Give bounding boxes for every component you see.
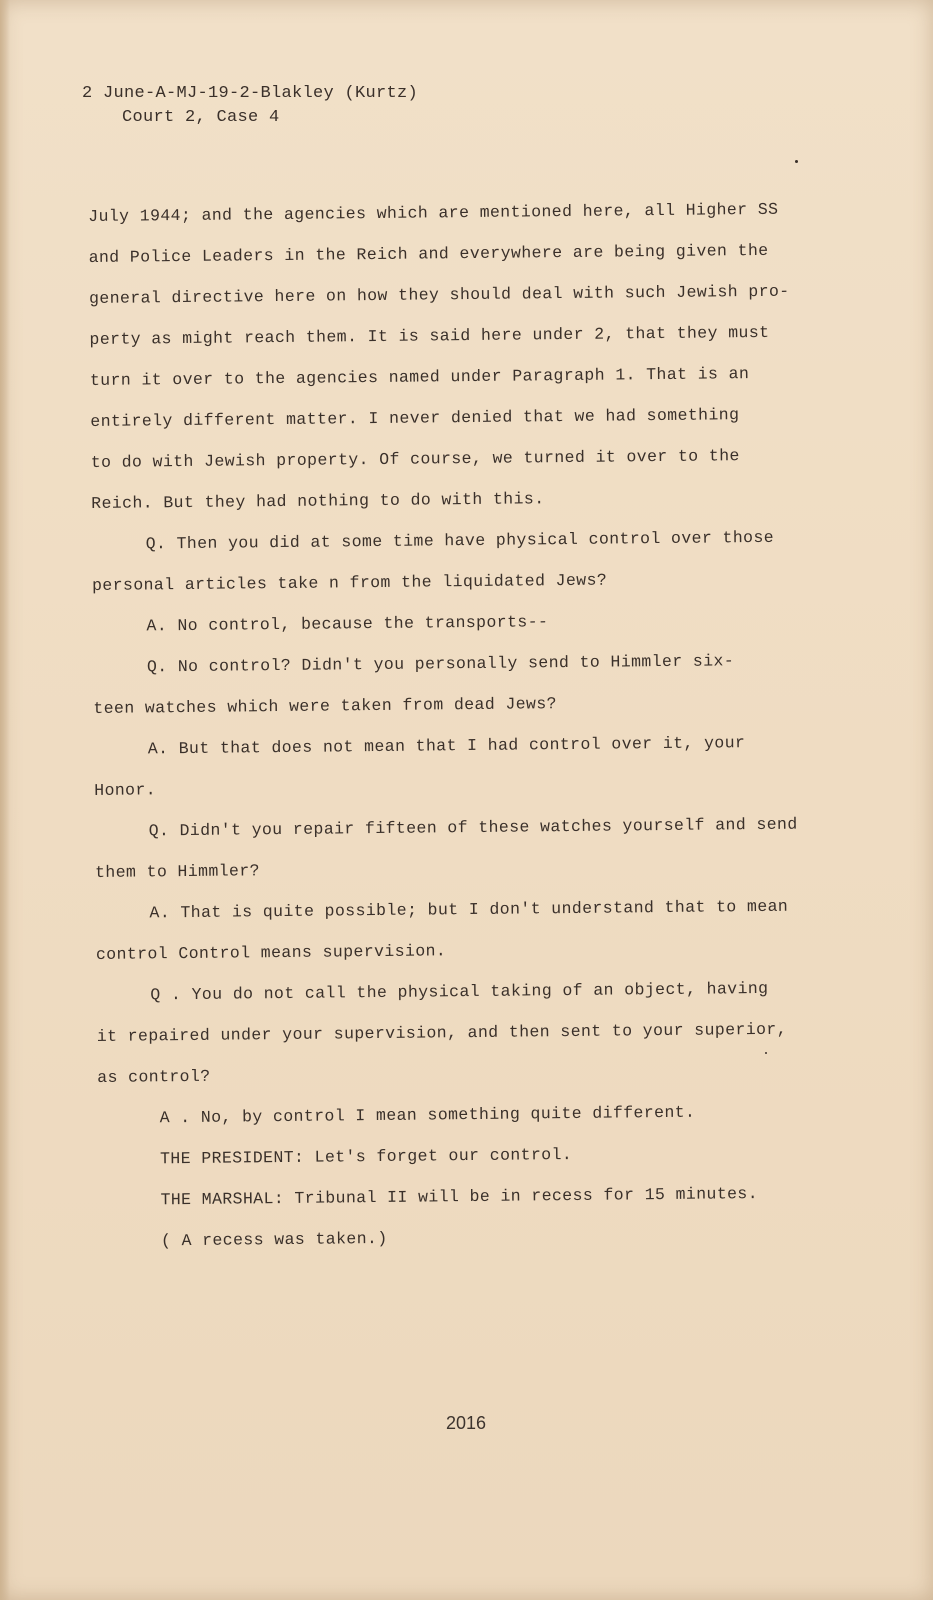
transcript-line: teen watches which were taken from dead Jews? [93,694,558,718]
header-court-case: Court 2, Case 4 [122,108,280,127]
transcript-line: ( A recess was taken.) [160,1228,388,1251]
transcript-line: Q. Didn't you repair fifteen of these watches yourself and send [148,814,798,841]
transcript-line: personal articles take n from the liquidated Jews? [91,570,608,595]
transcript-line: them to Himmler? [94,861,261,882]
document-header [82,82,418,130]
transcript-line: A . No, by control I mean something quite different. [159,1102,696,1128]
transcript-line: control Control means supervision. [95,941,447,964]
transcript-line: A. But that does not mean that I had control over it, your [147,733,746,759]
transcript-line: Q. No control? Didn't you personally send to Himmler six- [146,651,735,677]
transcript-line: general directive here on how they should deal with such Jewish pro- [88,281,790,308]
page-number: 2016 [446,1413,487,1433]
transcript-line: entirely different matter. I never denied that we had something [90,405,740,431]
transcript-line: and Police Leaders in the Reich and everywhere are being given the [88,240,769,267]
paper-edge [0,0,10,1600]
transcript-line: Q. Then you did at some time have physical control over those [145,527,775,554]
transcript-line: to do with Jewish property. Of course, we turned it over to the [90,446,740,472]
transcript-line: Honor. [94,780,157,800]
transcript-line: A. No control, because the transports-- [146,612,549,636]
transcript-line: turn it over to the agencies named under Paragraph 1. That is an [89,364,750,390]
transcript-line: Reich. But they had nothing to do with this. [91,489,545,513]
transcript-line: THE MARSHAL: Tribunal II will be in recess for 15 minutes. [160,1184,759,1210]
ink-speck [765,1052,767,1054]
transcript-line: as control? [97,1066,211,1087]
transcript-body [88,188,819,1261]
transcript-line: THE PRESIDENT: Let's forget our control. [159,1144,573,1169]
transcript-line: it repaired under your supervision, and then sent to your superior, [96,1019,788,1046]
ink-speck [795,160,798,163]
transcript-line: perty as might reach them. It is said here under 2, that they must [89,322,770,349]
transcript-line: A. That is quite possible; but I don't understand that to mean [149,896,789,923]
header-case-reference: 2 June-A-MJ-19-2-Blakley (Kurtz) [82,84,419,103]
transcript-line: Q . You do not call the physical taking of an object, having [150,978,769,1005]
transcript-line: July 1944; and the agencies which are mentioned here, all Higher SS [88,199,779,226]
